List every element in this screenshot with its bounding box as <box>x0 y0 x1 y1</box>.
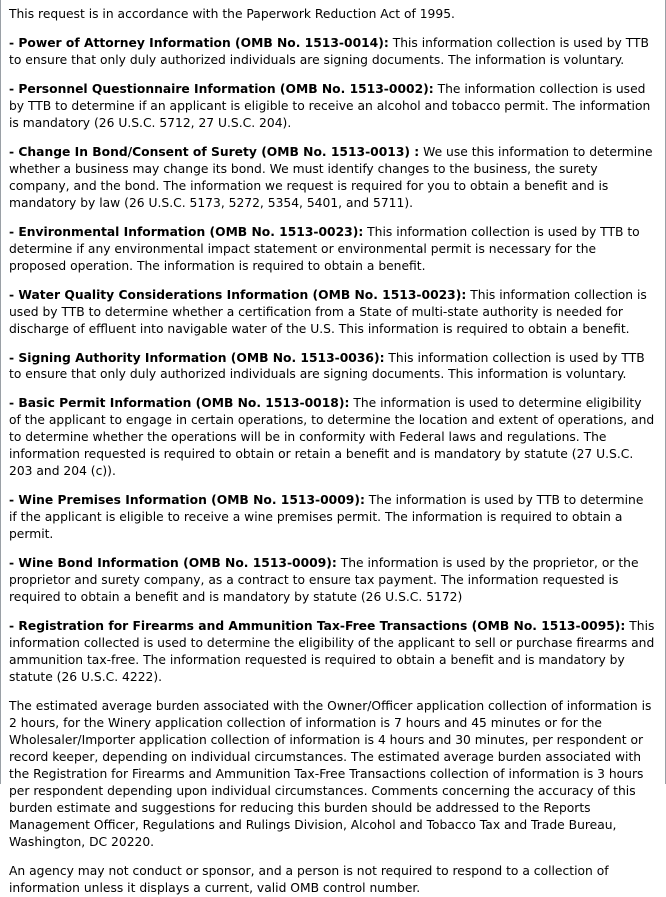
collection-item-title: - Personnel Questionnaire Information (OMB No. 1513-0002): <box>9 81 434 96</box>
collection-item <box>9 492 655 543</box>
collection-item-title: - Wine Bond Information (OMB No. 1513-0009): <box>9 556 337 571</box>
collection-item <box>9 350 655 384</box>
collection-item-body: The information is used by TTB to determine if the applicant is eligible to receive a wine premises permit. The information is required to obtain a permit. <box>9 493 644 542</box>
collection-item-title: - Registration for Firearms and Ammunition Tax-Free Transactions (OMB No. 1513-0095): <box>9 619 626 634</box>
collection-item <box>9 81 655 132</box>
collection-item-title: - Basic Permit Information (OMB No. 1513-0018): <box>9 396 350 411</box>
collection-item-body: This information collected is used to determine the eligibility of the applicant to sell or purchase firearms and ammunition tax-free. The information requested is required to obtain a benefit and is mandatory by statute (26 U.S.C. 4222). <box>9 619 655 684</box>
collection-item-title: - Change In Bond/Consent of Surety (OMB No. 1513-0013) : <box>9 144 420 159</box>
collection-item-body: The information is used by the proprietor, or the proprietor and surety company, as a contract to ensure tax payment. The information requested is required to obtain a benefit and is mandatory by statute (26 U.S.C. 5172) <box>9 556 639 605</box>
collection-item <box>9 144 655 212</box>
collection-item-title: - Wine Premises Information (OMB No. 1513-0009): <box>9 493 365 508</box>
collection-item <box>9 224 655 275</box>
collection-item <box>9 35 655 69</box>
collection-item-body: This information collection is used by TTB to determine if any environmental impact statement or environmental permit is necessary for the proposed operation. The information is required to obtain a benefit. <box>9 224 640 273</box>
intro-paragraph: This request is in accordance with the Paperwork Reduction Act of 1995. <box>9 7 455 21</box>
collection-item-title: - Environmental Information (OMB No. 1513-0023): <box>9 224 364 239</box>
collection-item-title: - Power of Attorney Information (OMB No. 1513-0014): <box>9 35 389 50</box>
collection-item-title: - Signing Authority Information (OMB No. 1513-0036): <box>9 350 385 365</box>
collection-item-body: This information collection is used by TTB to ensure that only duly authorized individuals are signing documents. The information is voluntary. <box>9 35 649 67</box>
collection-item <box>9 287 655 338</box>
collection-item-body: The information collection is used by TTB to determine if an applicant is eligible to receive an alcohol and tobacco permit. The information is mandatory (26 U.S.C. 5712, 27 U.S.C. 204). <box>9 81 651 130</box>
collection-item <box>9 555 655 606</box>
collection-item <box>9 618 655 686</box>
closing-paragraph: An agency may not conduct or sponsor, and a person is not required to respond to a collection of information unless it displays a current, valid OMB control number. <box>9 863 609 895</box>
collection-item <box>9 395 655 480</box>
collection-item-title: - Water Quality Considerations Information (OMB No. 1513-0023): <box>9 287 467 302</box>
collection-item-body: The information is used to determine eligibility of the applicant to engage in certain operations, to determine the location and extent of operations, and to determine whether the operations will be in conformity with Federal laws and regulations. The information requested is required to obtain or retain a benefit and is mandatory by statute (27 U.S.C. 203 and 204 (c)). <box>9 396 655 479</box>
collection-item-body: We use this information to determine whether a business may change its bond. We must identify changes to the business, the surety company, and the bond. The information we request is required for you to obtain a benefit and is mandatory by law (26 U.S.C. 5173, 5272, 5354, 5401, and 5711). <box>9 144 653 210</box>
collection-item-body: This information collection is used by TTB to ensure that only duly authorized individuals are signing documents. This information is voluntary. <box>9 350 645 382</box>
collection-item-body: This information collection is used by TTB to determine whether a certification from a State of multi-state authority is needed for discharge of effluent into navigable water of the U.S. This information is required to obtain a benefit. <box>9 287 647 336</box>
burden-paragraph: The estimated average burden associated with the Owner/Officer application collection of information is 2 hours, for the Winery application collection of information is 7 hours and 45 minutes or for the Wholesaler/Importer application collection of information is 4 hours and 30 minutes, per respondent or record keeper, depending on individual circumstances. The estimated average burden associated with the Registration for Firearms and Ammunition Tax-Free Transactions collection of information is 3 hours per respondent depending upon individual circumstances. Comments concerning the accuracy of this burden estimate and suggestions for reducing this burden should be addressed to the Reports Management Officer, Regulations and Rulings Division, Alcohol and Tobacco Tax and Trade Bureau, Washington, DC 20220. <box>9 698 652 849</box>
